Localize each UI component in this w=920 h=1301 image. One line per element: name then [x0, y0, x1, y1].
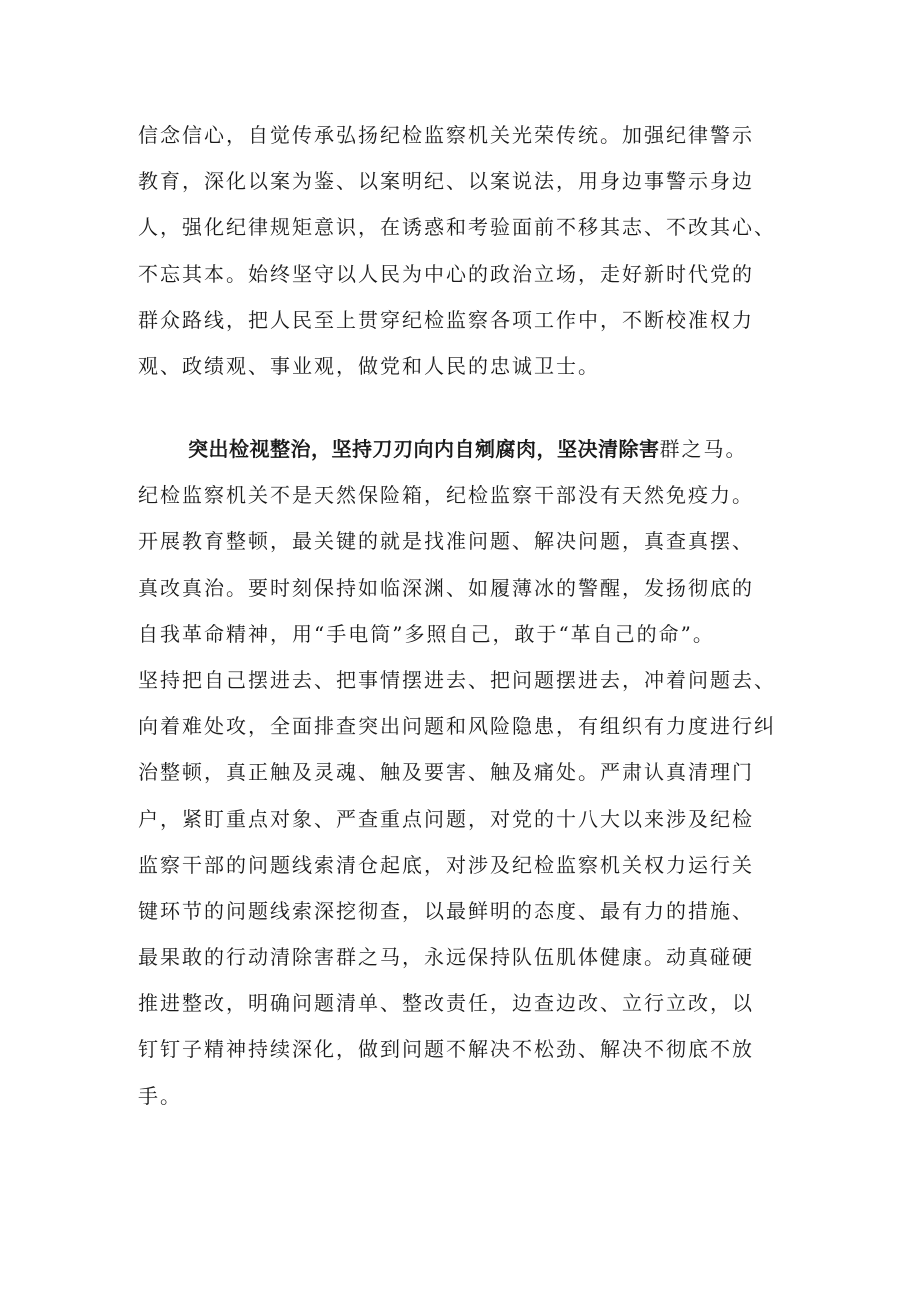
heading-line-rest: 群之马。: [659, 437, 748, 461]
text-line: 纪检监察机关不是天然保险箱，纪检监察干部没有天然免疫力。: [138, 483, 754, 508]
text-line: 最果敢的行动清除害群之马，永远保持队伍肌体健康。动真碰硬: [138, 945, 754, 970]
text-line: 坚持把自己摆进去、把事情摆进去、把问题摆进去，冲着问题去、: [138, 667, 776, 692]
paragraph-1: [138, 112, 798, 389]
text-line: 教育，深化以案为鉴、以案明纪、以案说法，用身边事警示身边: [138, 169, 754, 194]
text-line: 向着难处攻，全面排查突出问题和风险隐患，有组织有力度进行纠: [138, 714, 776, 739]
text-line: 真改真治。要时刻保持如临深渊、如履薄冰的警醒，发扬彻底的: [138, 575, 754, 600]
text-line: 信念信心，自觉传承弘扬纪检监察机关光荣传统。加强纪律警示: [138, 123, 754, 147]
text-line: 人，强化纪律规矩意识，在诱惑和考验面前不移其志、不改其心、: [138, 215, 776, 240]
text-line: 监察干部的问题线索清仓起底，对涉及纪检监察机关权力运行关: [138, 852, 754, 877]
text-line: 推进整改，明确问题清单、整改责任，边查边改、立行立改，以: [138, 991, 754, 1016]
text-line: 观、政绩观、事业观，做党和人民的忠诚卫士。: [138, 353, 600, 378]
paragraph-heading: 突出检视整治，坚持刀刃向内自剜腐肉，坚决清除害: [188, 437, 660, 461]
paragraph-heading-line: [138, 426, 798, 472]
text-line: 治整顿，真正触及灵魂、触及要害、触及痛处。严肃认真清理门: [138, 760, 754, 785]
text-line: 自我革命精神，用“手电筒”多照自己，敢于“革自己的命”。: [138, 621, 715, 646]
text-line: 户，紧盯重点对象、严查重点问题，对党的十八大以来涉及纪检: [138, 806, 754, 831]
text-line: 钉钉子精神持续深化，做到问题不解决不松劲、解决不彻底不放: [138, 1037, 754, 1062]
text-line: 群众路线，把人民至上贯穿纪检监察各项工作中，不断校准权力: [138, 307, 754, 332]
text-line: 键环节的问题线索深挖彻查，以最鲜明的态度、最有力的措施、: [138, 898, 754, 923]
paragraph-2: [138, 426, 798, 1119]
text-line: 开展教育整顿，最关键的就是找准问题、解决问题，真查真摆、: [138, 529, 754, 554]
text-line: 手。: [138, 1083, 182, 1108]
text-line: 不忘其本。始终坚守以人民为中心的政治立场，走好新时代党的: [138, 261, 754, 286]
